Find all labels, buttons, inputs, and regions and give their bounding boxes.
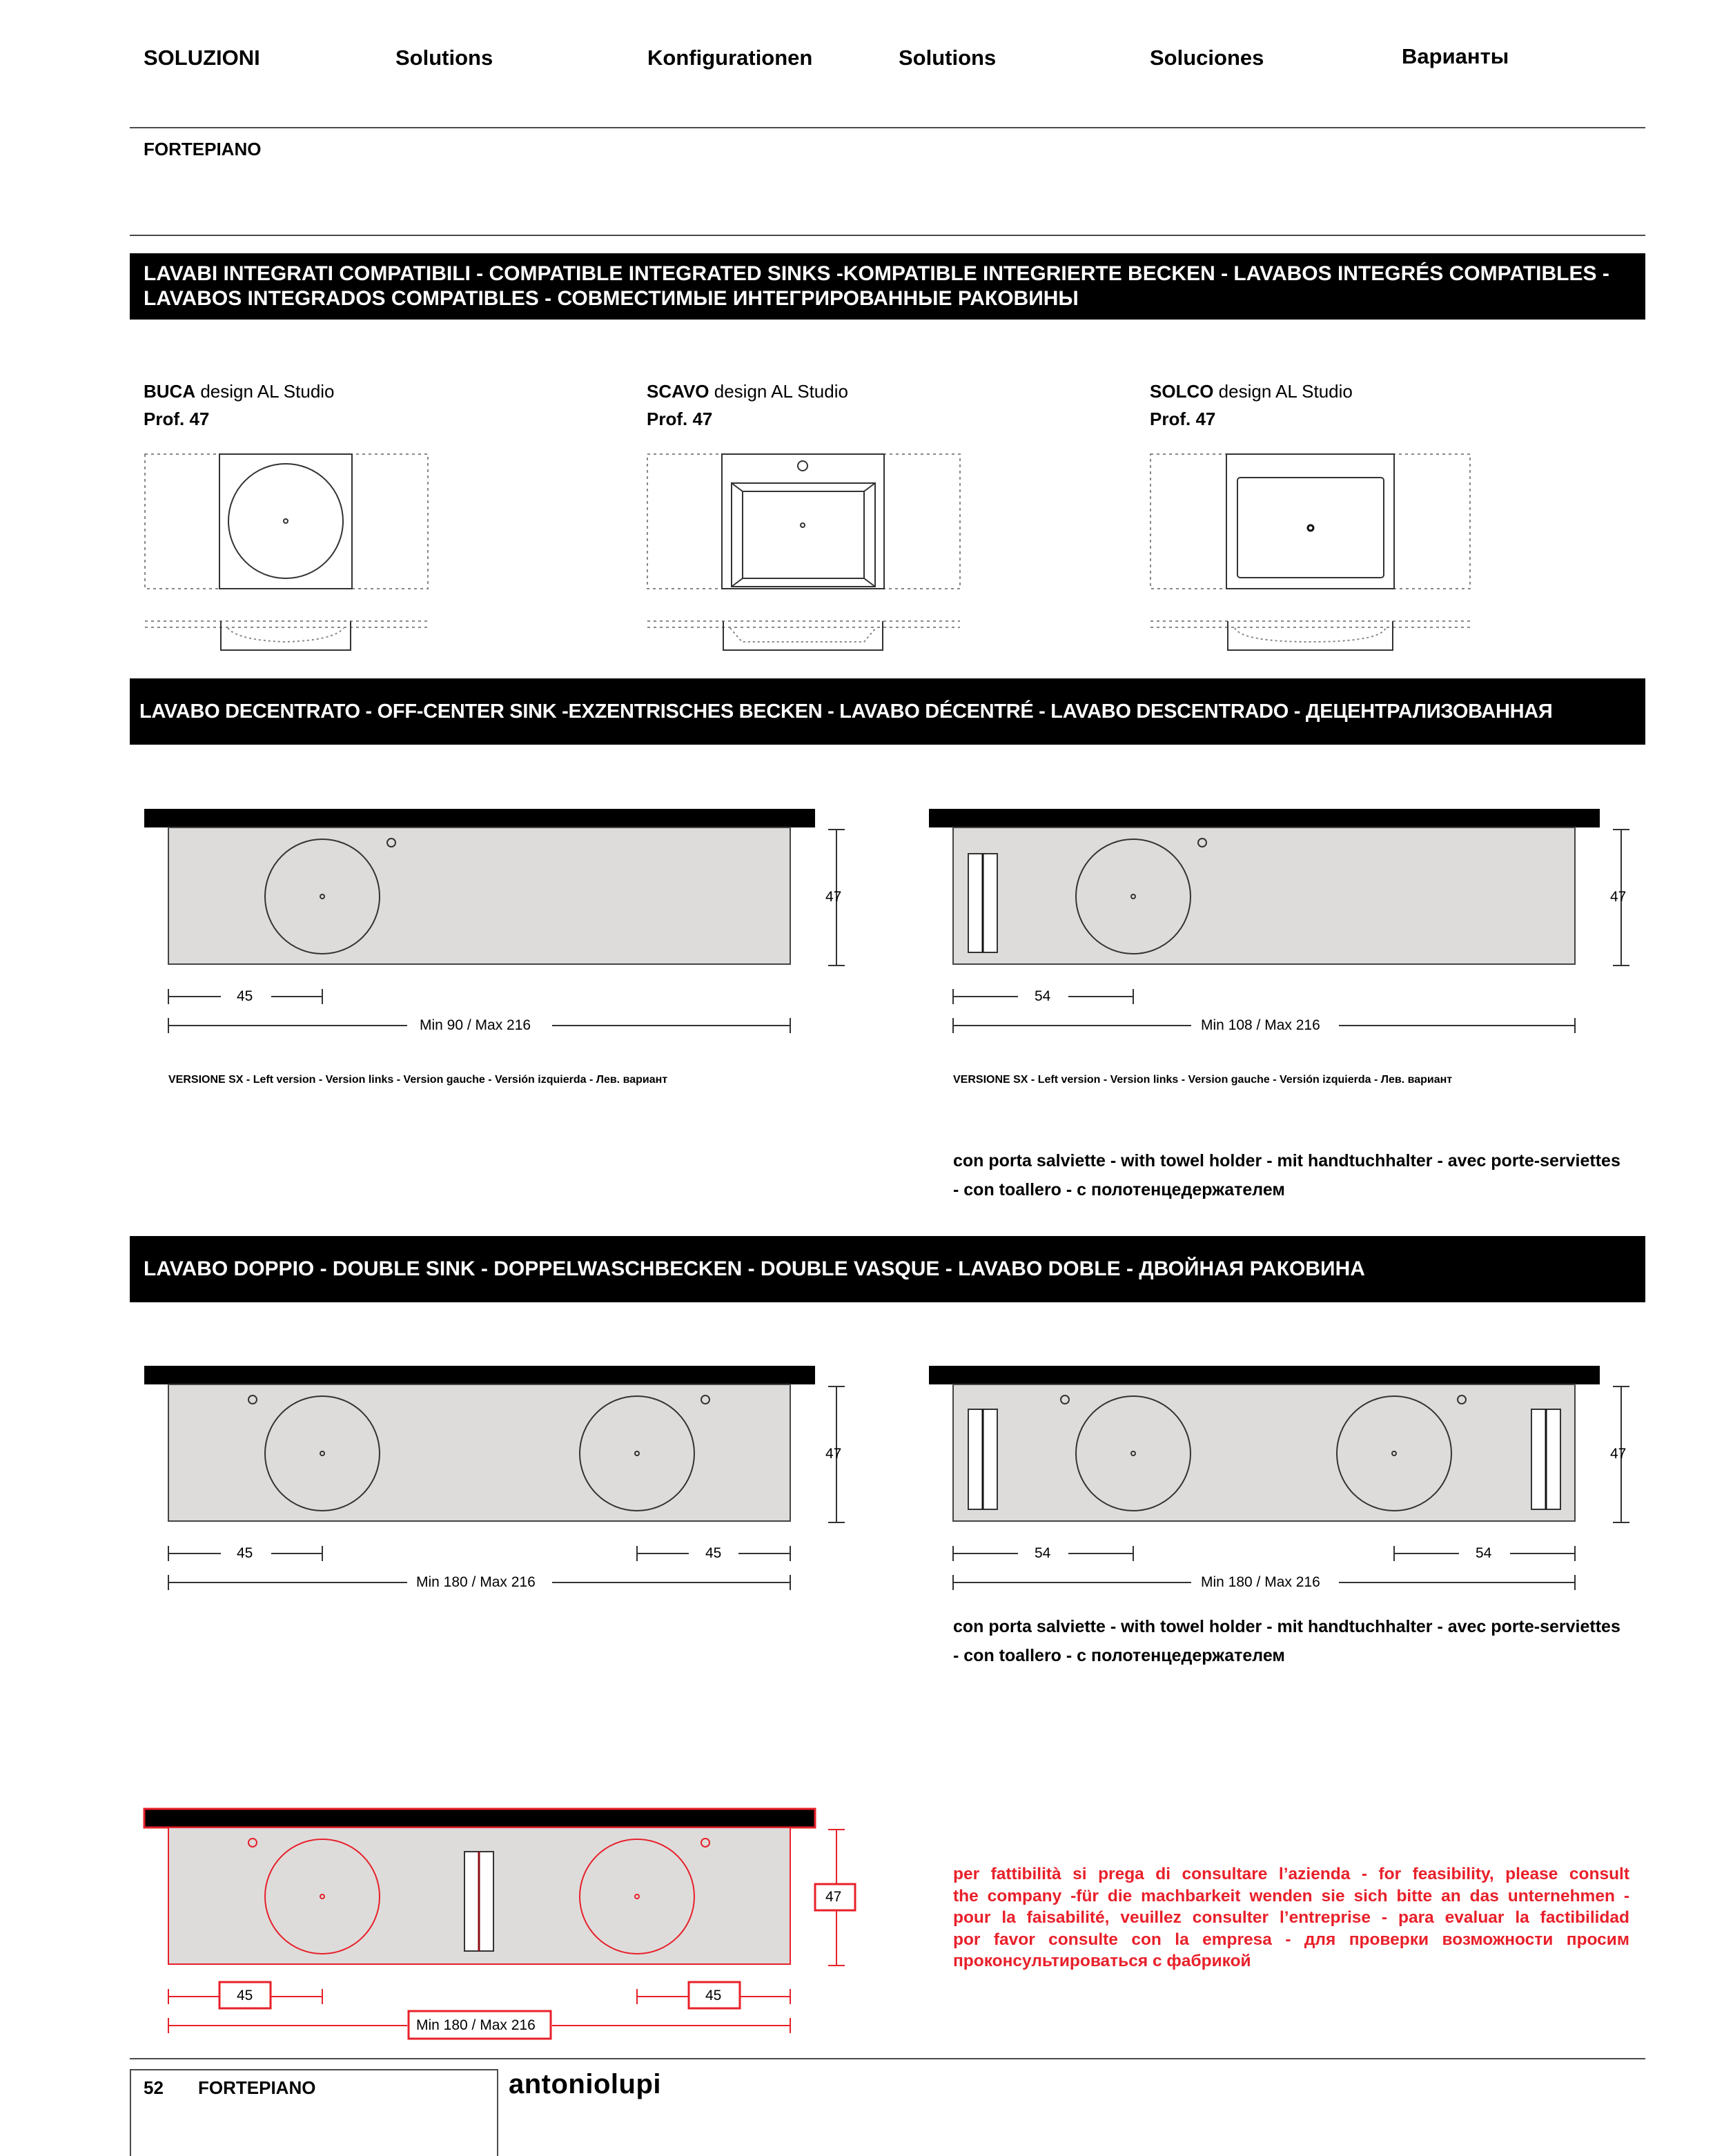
offset-label: 45	[705, 1988, 722, 2003]
depth-label: 47	[825, 1446, 842, 1462]
header-solutions-fr: Solutions	[899, 46, 997, 70]
sink-depth: Prof. 47	[1150, 409, 1216, 429]
towel-note-line2: - con toallero - с полотенцедержателем	[953, 1646, 1285, 1665]
feasibility-line: the company -für die machbarkeit wenden sie sich bitte an das unternehmen -	[953, 1886, 1629, 1905]
width-label: Min 90 / Max 216	[420, 1017, 531, 1033]
feasibility-double-sink	[144, 1809, 855, 2039]
sink-depth: Prof. 47	[647, 409, 713, 429]
depth-label: 47	[825, 889, 842, 905]
version-note: VERSIONE SX - Left version - Version links - Version gauche - Versión izquierda - Лев. вариант	[953, 1074, 1453, 1086]
footer-divider	[130, 2058, 1645, 2059]
sink-designer: design AL Studio	[195, 381, 335, 402]
section-band-offcenter: LAVABO DECENTRATO - OFF-CENTER SINK -EXZENTRISCHES BECKEN - LAVABO DÉCENTRÉ - LAVABO DESCENTRADO - ДЕЦЕНТРАЛИЗОВАННАЯ РАКОВИНА	[130, 678, 1645, 745]
brand-logo: antoniolupi	[509, 2069, 662, 2099]
feasibility-line: per fattibilità si prega di consultare l’azienda - for feasibility, please consult	[953, 1865, 1629, 1883]
countertop-top-edge	[144, 1809, 815, 1827]
header-solutions-en: Solutions	[395, 46, 493, 70]
feasibility-line: pour la faisabilité, veuillez consulter l’entreprise - para evaluar la factibilidad	[953, 1908, 1629, 1927]
sink-name: SOLCO	[1150, 381, 1214, 402]
sink-name: BUCA	[144, 381, 196, 402]
version-note: VERSIONE SX - Left version - Version links - Version gauche - Versión izquierda - Лев. вариант	[168, 1074, 668, 1086]
sink-designer: design AL Studio	[1213, 381, 1353, 402]
offset-label: 54	[1035, 1545, 1051, 1561]
offset-label: 54	[1035, 988, 1051, 1004]
width-label: Min 180 / Max 216	[416, 1574, 536, 1590]
feasibility-note	[953, 1863, 1629, 1972]
width-label: Min 108 / Max 216	[1201, 1017, 1320, 1033]
offset-label: 45	[237, 1545, 253, 1561]
header-soluzioni: SOLUZIONI	[144, 46, 260, 70]
towel-note-line1: con porta salviette - with towel holder - mit handtuchhalter - avec porte-serviettes	[953, 1151, 1620, 1170]
integrated-title-line1: LAVABI INTEGRATI COMPATIBILI - COMPATIBLE INTEGRATED SINKS -KOMPATIBLE INTEGRIERTE BECKEN - LAVABOS INTEGRÉS COMPATIBLES -	[144, 262, 1609, 285]
depth-label: 47	[825, 1889, 842, 1905]
offset-label: 45	[237, 1988, 253, 2003]
depth-label: 47	[1610, 889, 1627, 905]
sink-designer: design AL Studio	[709, 381, 848, 402]
feasibility-line: por favor consulte con la empresa - для проверки возможности просим	[953, 1930, 1629, 1949]
width-label: Min 180 / Max 216	[1201, 1574, 1320, 1590]
offset-label: 45	[705, 1545, 722, 1561]
offset-label: 54	[1476, 1545, 1492, 1561]
towel-note-line1: con porta salviette - with towel holder - mit handtuchhalter - avec porte-serviettes	[953, 1617, 1620, 1636]
section-band-double: LAVABO DOPPIO - DOUBLE SINK - DOPPELWASCHBECKEN - DOUBLE VASQUE - LAVABO DOBLE - ДВОЙНАЯ РАКОВИНА	[130, 1236, 1645, 1302]
width-label: Min 180 / Max 216	[416, 2017, 536, 2033]
sink-depth: Prof. 47	[144, 409, 210, 429]
product-title: FORTEPIANO	[144, 139, 262, 159]
sink-name: SCAVO	[647, 381, 709, 402]
towel-note-line2: - con toallero - с полотенцедержателем	[953, 1180, 1285, 1199]
depth-label: 47	[1610, 1446, 1627, 1462]
offset-label: 45	[237, 988, 253, 1004]
footer-product: FORTEPIANO	[198, 2077, 316, 2098]
integrated-title-line2: LAVABOS INTEGRADOS COMPATIBLES - СОВМЕСТИМЫЕ ИНТЕГРИРОВАННЫЕ РАКОВИНЫ	[144, 287, 1079, 310]
header-varianty: Варианты	[1402, 44, 1509, 68]
page-number: 52	[144, 2077, 164, 2098]
header-konfigurationen: Konfigurationen	[647, 46, 813, 70]
header-soluciones: Soluciones	[1150, 46, 1264, 70]
feasibility-line: проконсультироваться с фабрикой	[953, 1952, 1251, 1970]
